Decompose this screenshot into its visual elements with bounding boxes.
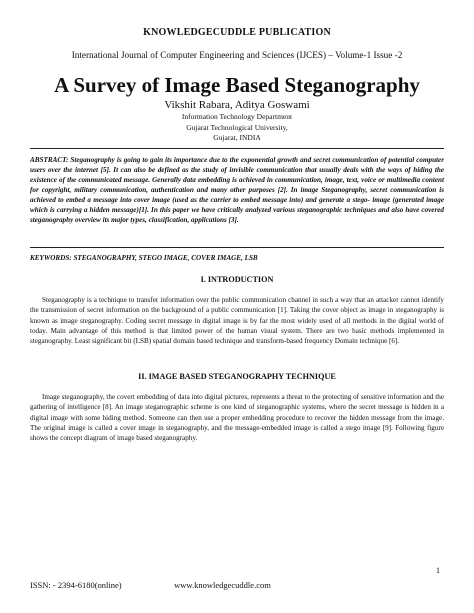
section-heading-image-steganography: II. IMAGE BASED STEGANOGRAPHY TECHNIQUE xyxy=(138,372,336,381)
author-affiliation xyxy=(0,112,474,144)
abstract-top-rule xyxy=(30,148,444,149)
abstract-bottom-rule xyxy=(30,247,444,248)
issn-label: ISSN: - 2394-6180(online) xyxy=(30,580,122,590)
affiliation-line: Gujarat, INDIA xyxy=(213,133,261,142)
paper-title: A Survey of Image Based Steganography xyxy=(54,73,420,97)
publisher-name: KNOWLEDGECUDDLE PUBLICATION xyxy=(143,27,331,38)
section-paragraph-image-steganography: Image steganography, the covert embedding of data into digital pictures, represents a threat to the protecting of sensitive information and the gathering of intelligence [8]. An image steganographic scheme is one kind of steganographic systems, where the secret message is hidden in a digital image with some hiding method. Someone can then use a proper embedding procedure to recover the hidden message from the image. The original image is called a cover image in steganography, and the message-embedded image is called a stego image [9]. Following figure shows the concept diagram of image based steganography. xyxy=(30,393,444,443)
keywords-line: KEYWORDS: STEGANOGRAPHY, STEGO IMAGE, COVER IMAGE, LSB xyxy=(30,254,258,262)
website-link[interactable]: www.knowledgecuddle.com xyxy=(174,580,271,590)
section-paragraph-introduction: Steganography is a technique to transfer information over the public communication channel in such a way that an attacker cannot identify the transmission of secret information on the background of a public communication [1]. Taking the cover object as image in steganography is known as image steganography. Coding secret message in digital image is by far the most widely used of all methods in the digital world of today. Main advantage of this method is that limited power of the human visual system. There are two basic methods implemented in steganography. Least significant bit (LSB) spatial domain based technique and transform-based frequency Domain technique [6]. xyxy=(30,296,444,346)
affiliation-line: Gujarat Technological University, xyxy=(186,122,288,132)
abstract-text: ABSTRACT: Steganography is going to gain its importance due to the exponential growth and secret communication of potential computer users over the internet [5]. It can also be defined as the study of invisible communication that usually deals with the ways of hiding the existence of the communicated message. Generally data embedding is achieved in communication, image, text, voice or multimedia content for copyright, military communication, authentication and many other purposes [2]. In image Steganography, secret communication is achieved to embed a message into cover image (used as the carrier to embed message into) and generate a stego- image (generated image which is carrying a hidden message)[1]. In this paper we have critically analyzed various steganographic techniques and also have covered steganography overview its major types, classification, applications [3]. xyxy=(30,156,444,224)
affiliation-line: Information Technology Department xyxy=(181,112,293,121)
paper-authors: Vikshit Rabara, Aditya Goswami xyxy=(164,99,310,111)
page-number: 1 xyxy=(436,566,440,575)
section-heading-introduction: I. INTRODUCTION xyxy=(200,275,274,284)
journal-name: International Journal of Computer Engineering and Sciences (IJCES) – Volume-1 Issue -2 xyxy=(71,50,403,60)
page-footer xyxy=(30,580,330,590)
